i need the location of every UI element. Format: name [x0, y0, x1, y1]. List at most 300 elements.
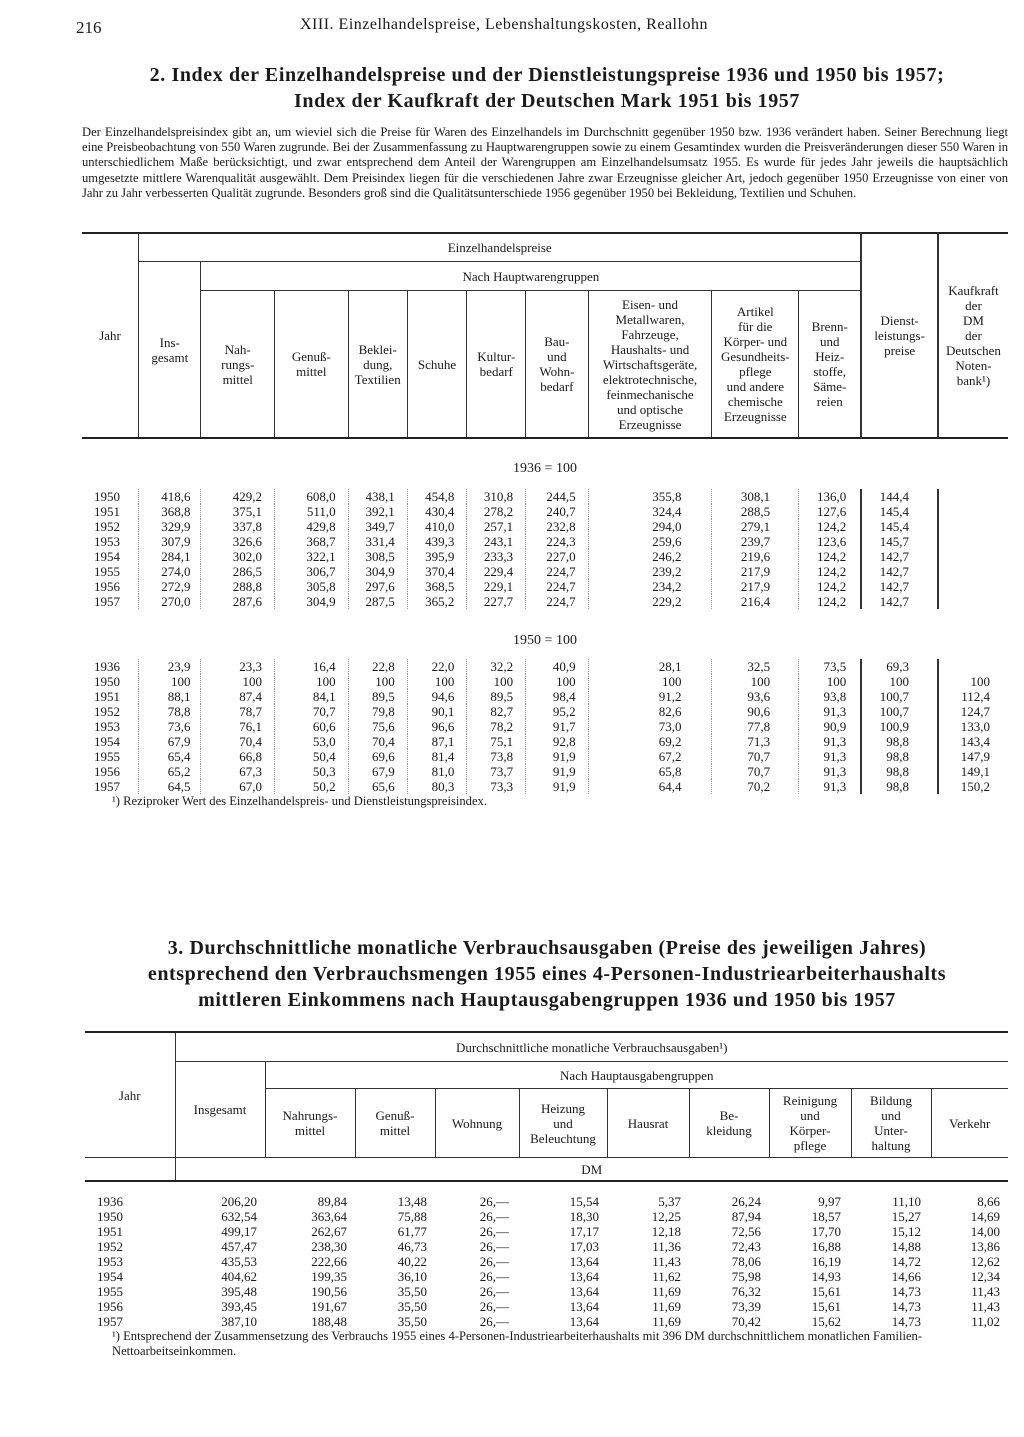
cell-value: 93,6 [712, 689, 799, 704]
cell-value: 12,34 [970, 1269, 1000, 1284]
cell-value: 142,7 [861, 579, 938, 594]
cell-value: 294,0 [588, 519, 712, 534]
cell-value: 100 [407, 674, 467, 689]
cell-value: 100 [348, 674, 407, 689]
cell-value: 368,8 [139, 504, 201, 519]
cell-value: 306,7 [275, 564, 349, 579]
header-jahr: Jahr [82, 233, 139, 438]
cell-value: 418,6 [139, 489, 201, 504]
table-row [85, 1209, 1008, 1224]
cell-value: 100 [526, 674, 588, 689]
row-year: 1956 [82, 579, 139, 594]
header-bildung: Bildung und Unter- haltung [851, 1089, 931, 1158]
header-kulturbedarf: Kultur- bedarf [467, 291, 526, 439]
cell-value: 65,6 [348, 779, 407, 794]
cell-value: 65,4 [139, 749, 201, 764]
cell-value: 81,0 [407, 764, 467, 779]
table-row [82, 579, 1008, 594]
cell-value: 82,6 [588, 704, 712, 719]
header-schuhe: Schuhe [407, 291, 467, 439]
cell-value: 70,7 [712, 764, 799, 779]
row-year: 1955 [82, 749, 139, 764]
cell-value: 124,7 [960, 704, 990, 719]
cell-value: 98,8 [861, 779, 938, 794]
cell-value [938, 564, 1008, 579]
cell-value: 5,37 [658, 1194, 681, 1209]
cell-value [938, 594, 1008, 609]
cell-value [938, 504, 1008, 519]
row-year: 1955 [97, 1284, 123, 1299]
cell-value: 393,45 [221, 1299, 257, 1314]
cell-value: 511,0 [275, 504, 349, 519]
cell-value: 395,9 [407, 549, 467, 564]
cell-value: 73,3 [467, 779, 526, 794]
cell-value: 133,0 [960, 719, 990, 734]
rows-1950-base [82, 659, 1008, 794]
cell-value: 246,2 [588, 549, 712, 564]
cell-value: 217,9 [712, 579, 799, 594]
cell-value: 395,48 [221, 1284, 257, 1299]
table-row [82, 659, 1008, 674]
cell-value: 69,3 [861, 659, 938, 674]
cell-value: 70,4 [348, 734, 407, 749]
row-year: 1957 [82, 594, 139, 609]
cell-value: 305,8 [275, 579, 349, 594]
cell-value: 78,06 [731, 1254, 761, 1269]
cell-value: 227,7 [467, 594, 526, 609]
cell-value: 70,42 [731, 1314, 761, 1329]
cell-value: 308,5 [348, 549, 407, 564]
cell-value: 17,03 [569, 1239, 599, 1254]
header-eisen-metallwaren: Eisen- und Metallwaren, Fahrzeuge, Haushalts- und Wirtschaftsgeräte, elektrotechnische, feinmechanische und optische Erzeugnisse [588, 291, 712, 439]
cell-value: 287,6 [201, 594, 275, 609]
cell-value: 89,5 [467, 689, 526, 704]
table-row [85, 1269, 1008, 1284]
table-row [82, 549, 1008, 564]
base-1950-label: 1950 = 100 [513, 632, 577, 648]
cell-value: 92,8 [526, 734, 588, 749]
cell-value: 91,9 [526, 764, 588, 779]
cell-value: 608,0 [275, 489, 349, 504]
cell-value: 229,4 [467, 564, 526, 579]
cell-value: 11,02 [971, 1314, 1000, 1329]
cell-value: 26,— [479, 1209, 509, 1224]
cell-value: 91,3 [799, 779, 862, 794]
cell-value: 76,1 [201, 719, 275, 734]
cell-value: 142,7 [861, 594, 938, 609]
cell-value: 26,— [479, 1194, 509, 1209]
table-row [82, 764, 1008, 779]
cell-value: 229,2 [588, 594, 712, 609]
running-head: XIII. Einzelhandelspreise, Lebenshaltungskosten, Reallohn [300, 16, 708, 33]
cell-value: 73,7 [467, 764, 526, 779]
header-wohnung: Wohnung [435, 1089, 519, 1158]
cell-value: 143,4 [960, 734, 990, 749]
cell-value: 14,73 [891, 1284, 921, 1299]
cell-value: 270,0 [139, 594, 201, 609]
header-durchschnittliche-ausgaben: Durchschnittliche monatliche Verbrauchsausgaben¹) [175, 1032, 1008, 1062]
row-year: 1954 [97, 1269, 123, 1284]
cell-value: 75,6 [348, 719, 407, 734]
cell-value: 238,30 [311, 1239, 347, 1254]
cell-value: 32,2 [467, 659, 526, 674]
cell-value: 499,17 [221, 1224, 257, 1239]
row-year: 1954 [82, 734, 139, 749]
cell-value: 98,8 [861, 734, 938, 749]
cell-value: 243,1 [467, 534, 526, 549]
cell-value: 23,9 [139, 659, 201, 674]
cell-value: 11,10 [892, 1194, 921, 1209]
cell-value: 15,27 [891, 1209, 921, 1224]
section2-title-line1: 2. Index der Einzelhandelspreise und der Dienstleistungspreise 1936 und 1950 bis 1957; [149, 64, 945, 86]
cell-value: 67,9 [139, 734, 201, 749]
cell-value: 91,7 [526, 719, 588, 734]
section3-footnote: ¹) Entsprechend der Zusammensetzung des Verbrauchs 1955 eines 4-Personen-Industriearbeiterhaushalts mit 396 DM durchschnittlichem monatlichen Familien-Nettoarbeitseinkommen. [112, 1329, 923, 1358]
cell-value: 28,1 [588, 659, 712, 674]
cell-value: 375,1 [201, 504, 275, 519]
section3-title-line2: entsprechend den Verbrauchsmengen 1955 eines 4-Personen-Industriearbeiterhaushalts [147, 963, 947, 985]
cell-value: 12,62 [970, 1254, 1000, 1269]
header-insgesamt: Insgesamt [175, 1062, 265, 1158]
base-1936-label: 1936 = 100 [513, 460, 577, 476]
cell-value: 11,69 [652, 1284, 681, 1299]
cell-value: 26,— [479, 1269, 509, 1284]
rows-1936-base [82, 489, 1008, 609]
cell-value: 87,1 [407, 734, 467, 749]
cell-value: 91,3 [799, 764, 862, 779]
cell-value: 36,10 [397, 1269, 427, 1284]
table-row [85, 1239, 1008, 1254]
row-year: 1953 [97, 1254, 123, 1269]
cell-value: 304,9 [348, 564, 407, 579]
cell-value: 91,3 [799, 734, 862, 749]
cell-value: 26,— [479, 1314, 509, 1329]
cell-value: 13,86 [970, 1239, 1000, 1254]
cell-value: 90,1 [407, 704, 467, 719]
cell-value: 94,6 [407, 689, 467, 704]
cell-value: 387,10 [221, 1314, 257, 1329]
cell-value: 14,73 [891, 1314, 921, 1329]
header-nach-hauptausgabengruppen: Nach Hauptausgabengruppen [265, 1062, 1008, 1089]
cell-value: 100 [201, 674, 275, 689]
cell-value: 410,0 [407, 519, 467, 534]
cell-value: 13,48 [397, 1194, 427, 1209]
header-hausrat: Hausrat [607, 1089, 689, 1158]
cell-value: 229,1 [467, 579, 526, 594]
row-year: 1950 [97, 1209, 123, 1224]
cell-value: 11,62 [652, 1269, 681, 1284]
header-einzelhandelspreise: Einzelhandelspreise [139, 233, 862, 262]
row-year: 1951 [82, 689, 139, 704]
cell-value: 14,73 [891, 1299, 921, 1314]
cell-value: 147,9 [960, 749, 990, 764]
header-nahrungsmittel: Nah- rungs- mittel [201, 291, 275, 439]
cell-value: 35,50 [397, 1299, 427, 1314]
cell-value: 69,6 [348, 749, 407, 764]
cell-value: 91,9 [526, 749, 588, 764]
row-year: 1952 [82, 519, 139, 534]
cell-value: 11,43 [971, 1299, 1000, 1314]
cell-value: 67,3 [201, 764, 275, 779]
table-row [82, 564, 1008, 579]
cell-value: 14,88 [891, 1239, 921, 1254]
cell-value: 124,2 [799, 579, 862, 594]
cell-value: 278,2 [467, 504, 526, 519]
cell-value: 233,3 [467, 549, 526, 564]
section2-footnote: ¹) Reziproker Wert des Einzelhandelspreis- und Dienstleistungspreisindex. [112, 794, 487, 808]
cell-value: 60,6 [275, 719, 349, 734]
cell-value: 284,1 [139, 549, 201, 564]
cell-value: 8,66 [977, 1194, 1000, 1209]
cell-value [938, 549, 1008, 564]
cell-value: 35,50 [397, 1314, 427, 1329]
cell-value: 73,0 [588, 719, 712, 734]
row-year: 1951 [82, 504, 139, 519]
cell-value: 95,2 [526, 704, 588, 719]
cell-value: 429,2 [201, 489, 275, 504]
cell-value: 142,7 [861, 549, 938, 564]
table-row [82, 749, 1008, 764]
cell-value: 70,2 [712, 779, 799, 794]
header-genussmittel: Genuß- mittel [355, 1089, 435, 1158]
cell-value: 26,— [479, 1299, 509, 1314]
cell-value: 14,00 [970, 1224, 1000, 1239]
row-year: 1957 [97, 1314, 123, 1329]
header-artikel-koerperpflege: Artikel für die Körper- und Gesundheits- pflege und andere chemische Erzeugnisse [712, 291, 799, 439]
row-year: 1936 [97, 1194, 123, 1209]
cell-value: 98,4 [526, 689, 588, 704]
cell-value: 100,7 [861, 704, 938, 719]
cell-value: 17,17 [569, 1224, 599, 1239]
cell-value: 145,4 [861, 504, 938, 519]
cell-value: 50,4 [275, 749, 349, 764]
cell-value: 224,7 [526, 564, 588, 579]
row-year: 1952 [82, 704, 139, 719]
cell-value: 87,94 [731, 1209, 761, 1224]
cell-value: 91,9 [526, 779, 588, 794]
cell-value: 219,6 [712, 549, 799, 564]
cell-value: 124,2 [799, 594, 862, 609]
header-verkehr: Verkehr [949, 1115, 991, 1131]
cell-value: 368,7 [275, 534, 349, 549]
cell-value: 240,7 [526, 504, 588, 519]
cell-value: 16,88 [811, 1239, 841, 1254]
cell-value: 123,6 [799, 534, 862, 549]
cell-value: 11,69 [652, 1299, 681, 1314]
table-row [85, 1284, 1008, 1299]
cell-value: 302,0 [201, 549, 275, 564]
row-year: 1950 [82, 489, 139, 504]
table-row [82, 594, 1008, 609]
cell-value: 88,1 [139, 689, 201, 704]
cell-value: 98,8 [861, 749, 938, 764]
cell-value: 438,1 [348, 489, 407, 504]
cell-value: 144,4 [861, 489, 938, 504]
cell-value: 127,6 [799, 504, 862, 519]
section3-title [82, 935, 1012, 1013]
cell-value: 257,1 [467, 519, 526, 534]
cell-value: 9,97 [818, 1194, 841, 1209]
cell-value: 22,8 [348, 659, 407, 674]
cell-value: 65,8 [588, 764, 712, 779]
expenditure-rows [85, 1194, 1008, 1329]
row-year: 1955 [82, 564, 139, 579]
cell-value: 286,5 [201, 564, 275, 579]
table-row [82, 734, 1008, 749]
cell-value: 73,6 [139, 719, 201, 734]
cell-value: 91,3 [799, 749, 862, 764]
header-bekleidung: Be- kleidung [689, 1089, 769, 1158]
cell-value: 304,9 [275, 594, 349, 609]
cell-value: 145,4 [861, 519, 938, 534]
expenditure-table [85, 1031, 1008, 1329]
cell-value: 392,1 [348, 504, 407, 519]
cell-value: 64,5 [139, 779, 201, 794]
row-year: 1956 [97, 1299, 123, 1314]
cell-value [938, 489, 1008, 504]
cell-value: 217,9 [712, 564, 799, 579]
cell-value: 15,54 [569, 1194, 599, 1209]
cell-value: 632,54 [221, 1209, 257, 1224]
cell-value: 206,20 [221, 1194, 257, 1209]
cell-value: 14,69 [970, 1209, 1000, 1224]
table-row [82, 704, 1008, 719]
table-row [82, 689, 1008, 704]
table-row [85, 1299, 1008, 1314]
cell-value: 15,61 [811, 1284, 841, 1299]
cell-value: 297,6 [348, 579, 407, 594]
cell-value: 96,6 [407, 719, 467, 734]
header-kaufkraft: Kaufkraft der DM der Deutschen Noten- bank¹) [946, 283, 1001, 388]
cell-value: 310,8 [467, 489, 526, 504]
cell-value: 66,8 [201, 749, 275, 764]
header-genussmittel: Genuß- mittel [275, 291, 349, 439]
cell-value: 11,43 [652, 1254, 681, 1269]
cell-value: 14,66 [891, 1269, 921, 1284]
cell-value: 67,0 [201, 779, 275, 794]
cell-value: 91,3 [799, 704, 862, 719]
cell-value: 100 [588, 674, 712, 689]
table-row [82, 519, 1008, 534]
cell-value: 439,3 [407, 534, 467, 549]
cell-value: 14,72 [891, 1254, 921, 1269]
header-reinigung: Reinigung und Körper- pflege [769, 1089, 851, 1158]
cell-value: 26,24 [731, 1194, 761, 1209]
header-nach-hauptwarengruppen: Nach Hauptwarengruppen [201, 262, 861, 291]
cell-value: 73,8 [467, 749, 526, 764]
cell-value: 259,6 [588, 534, 712, 549]
cell-value: 12,25 [651, 1209, 681, 1224]
cell-value: 11,36 [652, 1239, 681, 1254]
cell-value: 429,8 [275, 519, 349, 534]
header-heizung: Heizung und Beleuchtung [519, 1089, 607, 1158]
row-year: 1936 [82, 659, 139, 674]
cell-value: 90,9 [799, 719, 862, 734]
cell-value: 337,8 [201, 519, 275, 534]
cell-value [938, 519, 1008, 534]
cell-value: 112,4 [961, 689, 990, 704]
cell-value [938, 579, 1008, 594]
cell-value: 191,67 [311, 1299, 347, 1314]
table-row [82, 504, 1008, 519]
section2-title-line2: Index der Kaufkraft der Deutschen Mark 1951 bis 1957 [293, 90, 801, 112]
cell-value: 279,1 [712, 519, 799, 534]
cell-value: 46,73 [397, 1239, 427, 1254]
cell-value: 72,56 [731, 1224, 761, 1239]
cell-value: 81,4 [407, 749, 467, 764]
cell-value: 100,7 [861, 689, 938, 704]
cell-value: 70,7 [712, 749, 799, 764]
cell-value [938, 659, 1008, 674]
table-row [82, 719, 1008, 734]
cell-value: 70,4 [201, 734, 275, 749]
cell-value: 100 [799, 674, 862, 689]
cell-value: 17,70 [811, 1224, 841, 1239]
cell-value: 136,0 [799, 489, 862, 504]
cell-value: 142,7 [861, 564, 938, 579]
cell-value: 331,4 [348, 534, 407, 549]
section3-title-line3: mittleren Einkommens nach Hauptausgabengruppen 1936 und 1950 bis 1957 [198, 989, 896, 1011]
cell-value: 26,— [479, 1254, 509, 1269]
cell-value: 329,9 [139, 519, 201, 534]
cell-value: 365,2 [407, 594, 467, 609]
cell-value: 13,64 [569, 1299, 599, 1314]
cell-value: 326,6 [201, 534, 275, 549]
header-dienstleistungspreise: Dienst- leistungs- preise [861, 233, 938, 438]
table-row [82, 489, 1008, 504]
cell-value: 370,4 [407, 564, 467, 579]
row-year: 1953 [82, 534, 139, 549]
cell-value: 80,3 [407, 779, 467, 794]
cell-value: 288,5 [712, 504, 799, 519]
cell-value: 13,64 [569, 1314, 599, 1329]
cell-value: 87,4 [201, 689, 275, 704]
header-jahr: Jahr [85, 1032, 175, 1158]
cell-value: 404,62 [221, 1269, 257, 1284]
cell-value: 79,8 [348, 704, 407, 719]
cell-value: 13,64 [569, 1284, 599, 1299]
cell-value: 239,2 [588, 564, 712, 579]
cell-value: 76,32 [731, 1284, 761, 1299]
cell-value: 368,5 [407, 579, 467, 594]
cell-value: 89,84 [317, 1194, 347, 1209]
cell-value: 89,5 [348, 689, 407, 704]
table-row [82, 674, 1008, 689]
cell-value: 91,2 [588, 689, 712, 704]
cell-value: 100,9 [861, 719, 938, 734]
cell-value: 69,2 [588, 734, 712, 749]
cell-value: 78,2 [467, 719, 526, 734]
table-row [85, 1194, 1008, 1209]
cell-value: 11,69 [652, 1314, 681, 1329]
cell-value: 199,35 [311, 1269, 347, 1284]
cell-value: 149,1 [960, 764, 990, 779]
cell-value: 40,9 [526, 659, 588, 674]
cell-value: 35,50 [397, 1284, 427, 1299]
row-year: 1951 [97, 1224, 123, 1239]
cell-value: 65,2 [139, 764, 201, 779]
cell-value: 67,9 [348, 764, 407, 779]
cell-value: 18,30 [569, 1209, 599, 1224]
cell-value: 40,22 [397, 1254, 427, 1269]
cell-value: 84,1 [275, 689, 349, 704]
cell-value: 145,7 [861, 534, 938, 549]
row-year: 1950 [82, 674, 139, 689]
cell-value: 90,6 [712, 704, 799, 719]
table-row [82, 534, 1008, 549]
cell-value: 232,8 [526, 519, 588, 534]
cell-value: 124,2 [799, 549, 862, 564]
